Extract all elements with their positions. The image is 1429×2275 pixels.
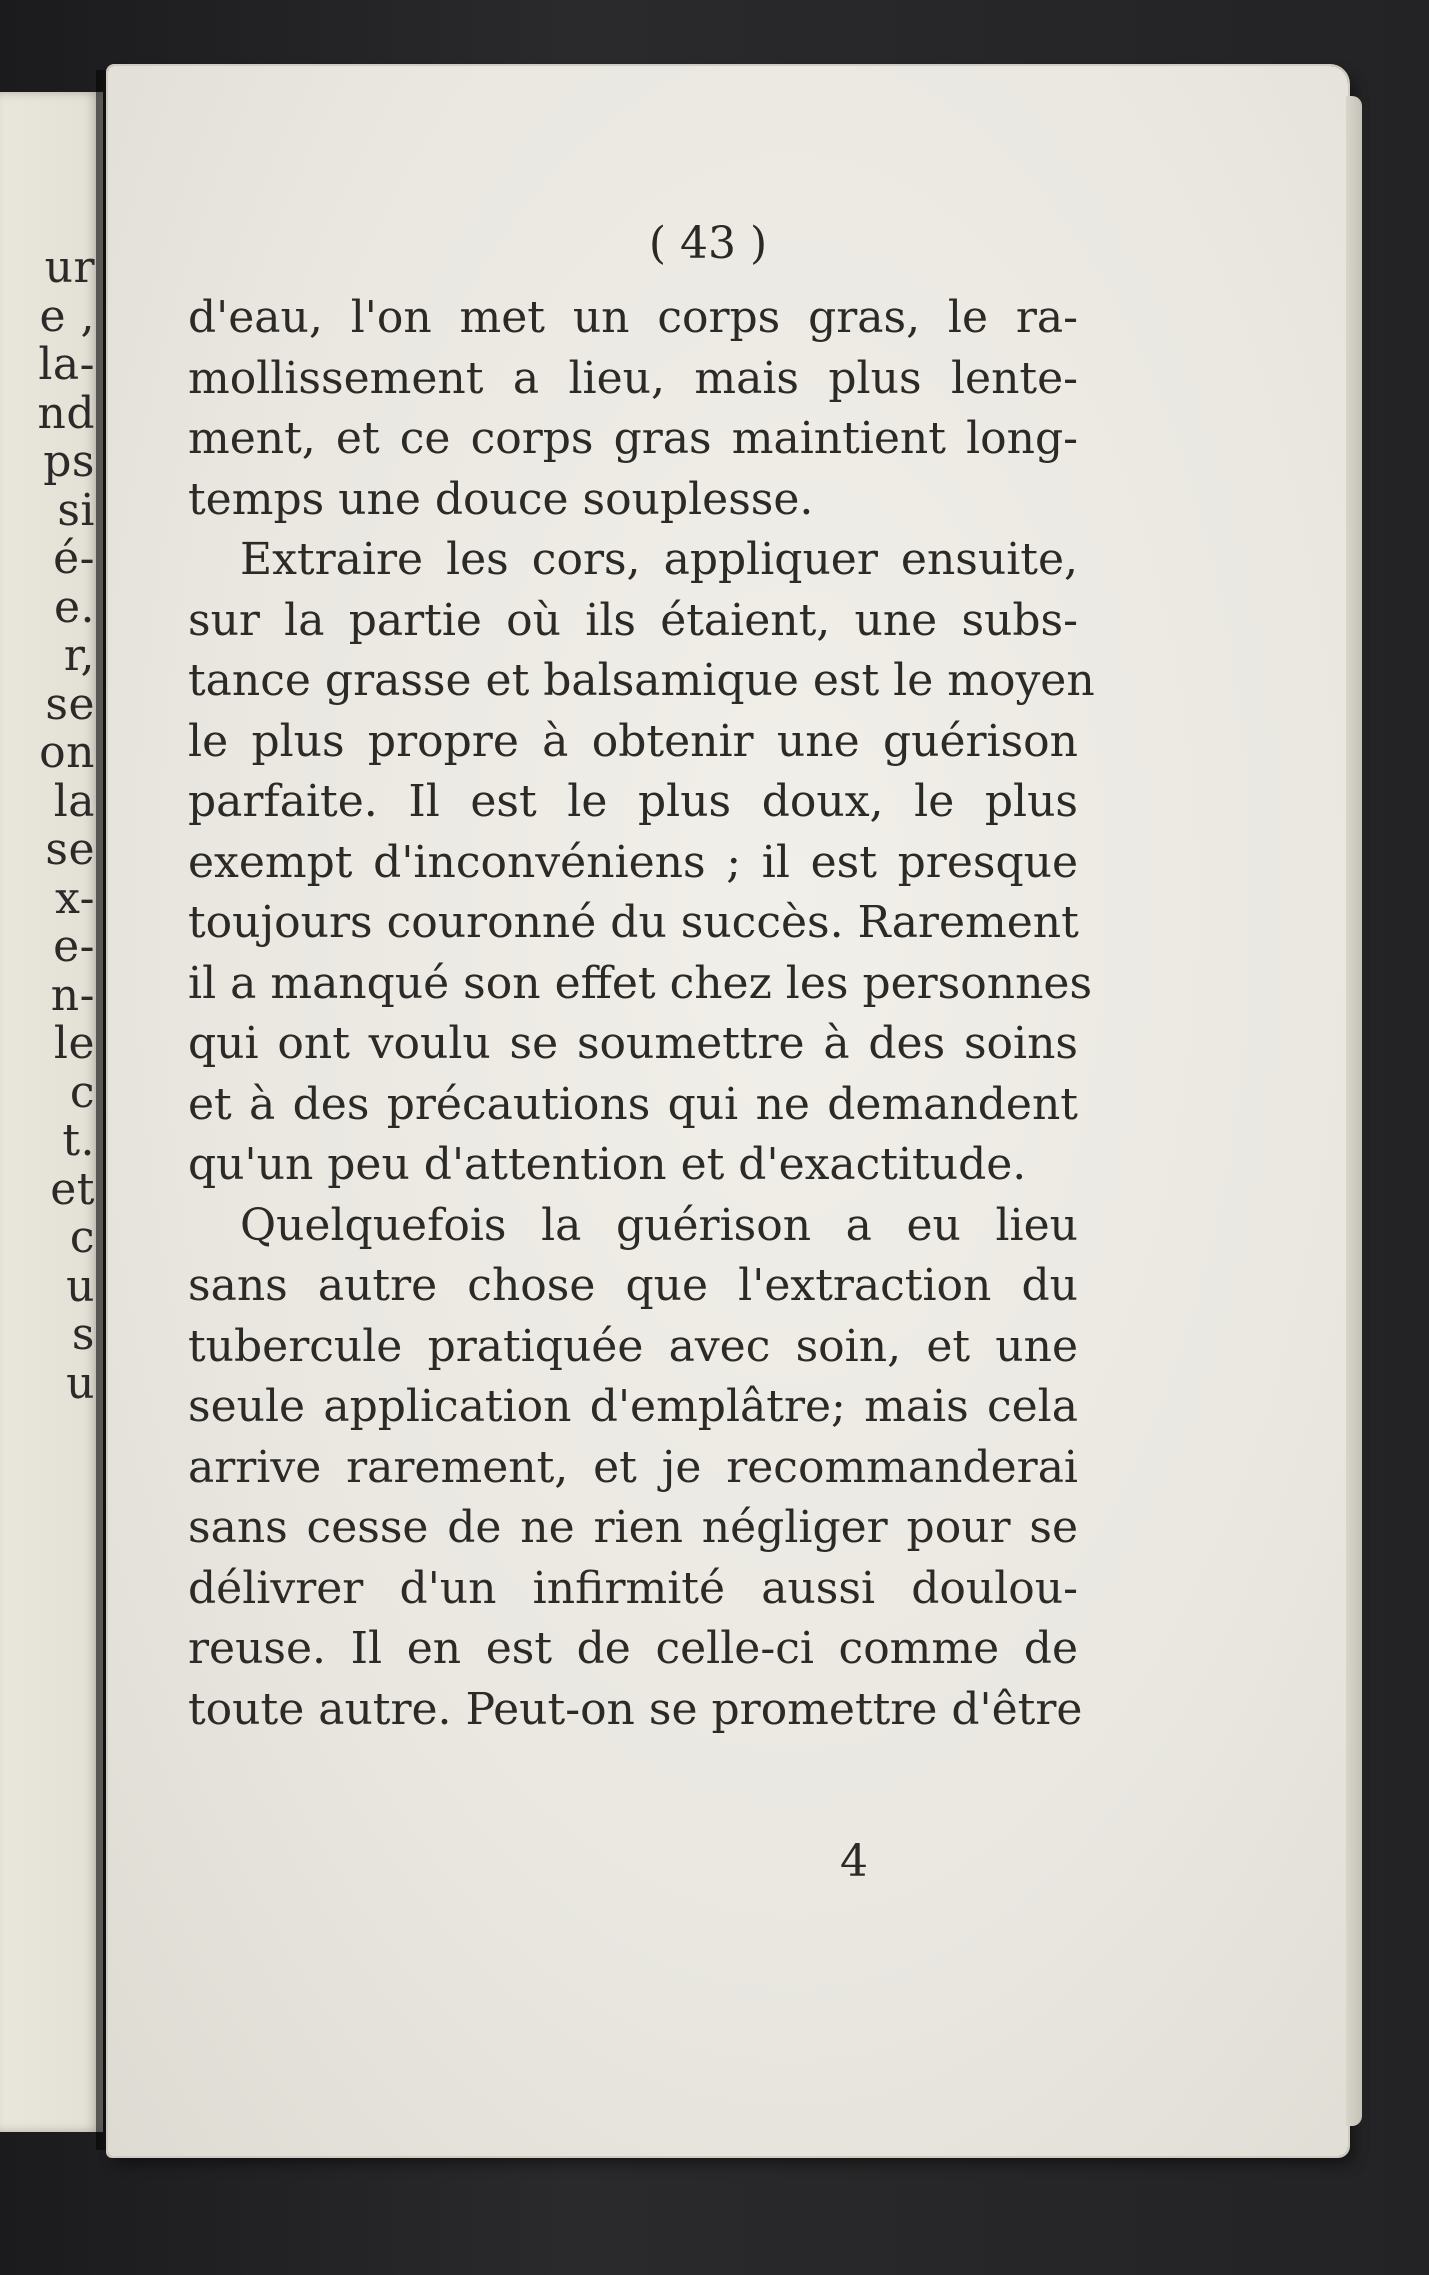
left-page-fragment: e. xyxy=(53,581,95,633)
left-page-fragment: ps xyxy=(43,436,95,487)
left-page-fragment: et xyxy=(50,1163,95,1215)
left-page-fragment: u xyxy=(66,1260,95,1312)
left-page-fragment: on xyxy=(39,727,95,778)
left-page-fragment: ur xyxy=(44,242,95,293)
text-line: Quelquefois la guérison a eu lieu xyxy=(240,1199,1078,1251)
left-page-fragment: le xyxy=(53,1018,95,1069)
text-line: seule application d'emplâtre; mais cela xyxy=(188,1381,1078,1432)
left-page-fragment: n- xyxy=(50,969,95,1021)
text-line: arrive rarement, et je recommanderai xyxy=(188,1441,1078,1493)
left-page-fragment: e , xyxy=(39,290,95,342)
left-page-fragment: nd xyxy=(37,387,95,439)
left-page-fragment: c xyxy=(69,1212,95,1263)
left-page-fragment: se xyxy=(45,678,95,730)
page-number: ( 43 ) xyxy=(648,218,768,269)
text-line: reuse. Il en est de celle-ci comme de xyxy=(188,1623,1078,1674)
text-line: délivrer d'un infirmité aussi doulou- xyxy=(188,1562,1078,1614)
left-page-fragment: c xyxy=(69,1066,95,1118)
text-line: tubercule pratiquée avec soin, et une xyxy=(188,1320,1078,1372)
text-line: ment, et ce corps gras maintient long- xyxy=(188,413,1078,464)
left-page xyxy=(0,92,103,2132)
text-line: temps une douce souplesse. xyxy=(188,473,814,525)
signature-mark: 4 xyxy=(840,1836,868,1887)
text-line: tance grasse et balsamique est le moyen xyxy=(188,655,1095,706)
right-page xyxy=(108,66,1348,2156)
left-page-fragment: se xyxy=(45,824,95,875)
left-page-fragment: x- xyxy=(55,872,95,924)
text-line: le plus propre à obtenir une guérison xyxy=(188,715,1078,767)
left-page-fragment: si xyxy=(57,484,95,536)
page-edge xyxy=(1346,96,1362,2126)
left-page-fragment: r, xyxy=(63,630,95,681)
text-line: mollissement a lieu, mais plus lente- xyxy=(188,352,1078,404)
text-line: parfaite. Il est le plus doux, le plus xyxy=(188,776,1078,827)
text-line: sur la partie où ils étaient, une subs- xyxy=(188,594,1078,646)
text-line: exempt d'inconvéniens ; il est presque xyxy=(188,836,1078,888)
left-page-fragment: e- xyxy=(53,921,95,972)
text-line: qu'un peu d'attention et d'exactitude. xyxy=(188,1139,1027,1190)
text-line: qui ont voulu se soumettre à des soins xyxy=(188,1018,1078,1069)
text-line: et à des précautions qui ne demandent xyxy=(188,1078,1078,1130)
left-page-fragment: t. xyxy=(62,1115,95,1166)
body-text xyxy=(188,288,1095,1740)
text-line: il a manqué son effet chez les personnes xyxy=(188,957,1093,1009)
left-page-fragment: u xyxy=(66,1357,95,1409)
text-line: sans autre chose que l'extraction du xyxy=(188,1260,1078,1311)
text-line: d'eau, l'on met un corps gras, le ra- xyxy=(188,292,1078,343)
left-page-fragment: é- xyxy=(53,533,95,584)
text-line: toute autre. Peut-on se promettre d'être xyxy=(188,1683,1083,1735)
left-page-fragment: s xyxy=(71,1309,95,1360)
text-line: Extraire les cors, appliquer ensuite, xyxy=(240,534,1078,585)
left-page-fragment: la xyxy=(53,775,95,827)
text-line: sans cesse de ne rien négliger pour se xyxy=(188,1502,1078,1553)
text-line: toujours couronné du succès. Rarement xyxy=(188,897,1079,948)
left-page-fragment: la- xyxy=(38,339,95,390)
